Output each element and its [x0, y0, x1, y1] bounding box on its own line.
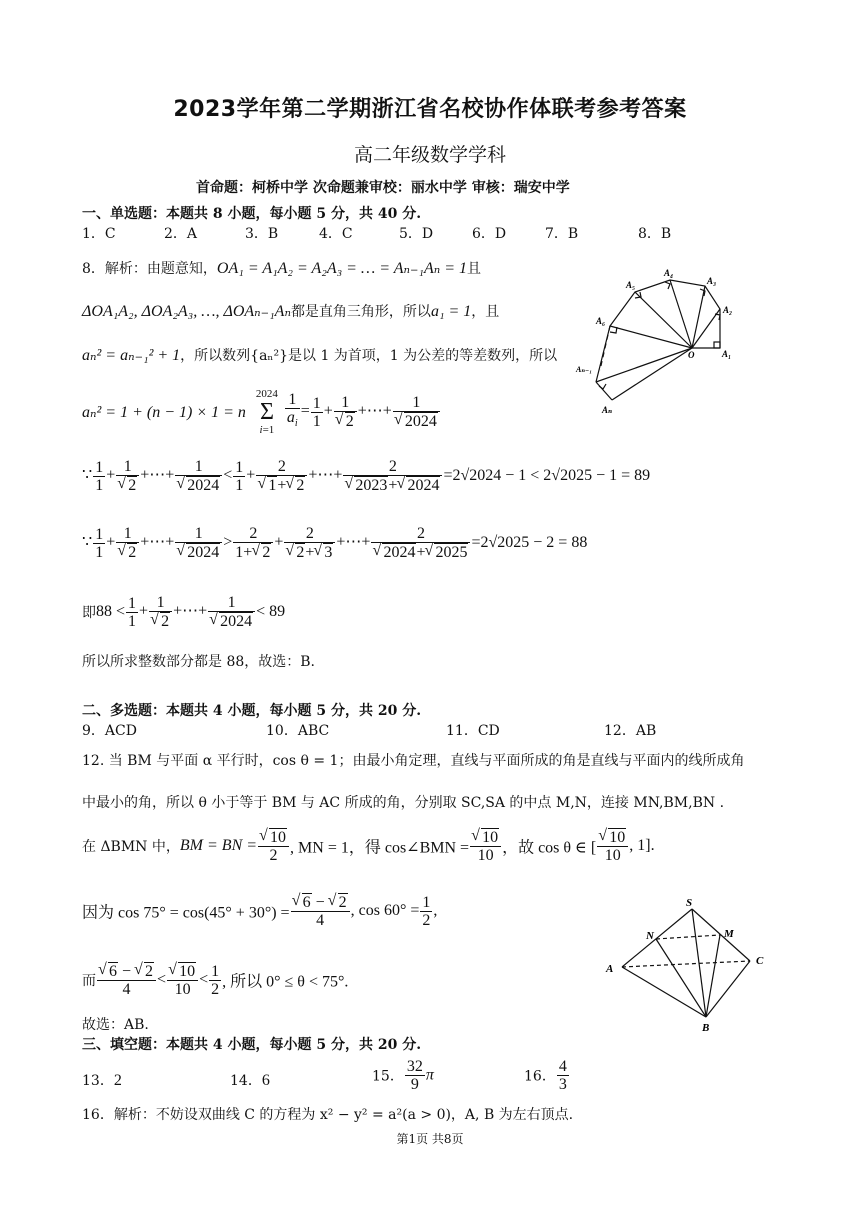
q12-line1: 12. 当 BM 与平面 α 平行时，cos θ = 1；由最小角定理，直线与平面所成的角是直线与平面内的线所成角 — [82, 753, 745, 769]
summation-symbol: 2024 Σ i=1 — [255, 388, 278, 436]
q8-inequality-upper: ∵ $\frac{1}{1}$ + 1 √ 2 +⋯+ 1 √ 2024 < $\frac{1}{1}$ + 2 √ 1+√ 2 +⋯+ 2 √ 2023+√ 2024 =2√2024 − 1 < 2√2025 − 1 = 89 — [82, 458, 650, 494]
fig2-label: B — [702, 1022, 710, 1034]
fig2-label: S — [686, 897, 693, 909]
fig2-label: A — [606, 963, 614, 975]
fig2-label: N — [646, 930, 654, 942]
answer-item: 15． $\frac{32}{9}$ π — [372, 1058, 434, 1093]
answer-item: 7．B — [545, 226, 579, 242]
fig2-label: C — [756, 955, 764, 967]
answer-item: 8．B — [638, 226, 672, 242]
q8-inequality-lower: ∵ $\frac{1}{1}$ + 1 √ 2 +⋯+ 1 √ 2024 > $\frac{2}{1+√ 2}$ + 2 √ 2+√ 3 +⋯+ 2 √ 2024+√ 2025 =2√2025 − 2 = 88 — [82, 525, 587, 561]
q12-line5: 而 √ $\frac{6 - √ 2}{4}$ < √ $\frac{10}{10}$ < $\frac{1}{2}$ , 所以 0° ≤ θ < 75°. — [82, 962, 348, 998]
q12-final: 故选：AB. — [82, 1017, 149, 1033]
q8-conclusion: 即88 < $\frac{1}{1}$ + 1 √ 2 +⋯+ 1 √ 2024 < 89 — [82, 594, 285, 630]
answer-item: 3．B — [245, 226, 279, 242]
answer-item: 1．C — [82, 226, 116, 242]
fig1-label: Aₙ — [602, 405, 613, 415]
answer-item: 10．ABC — [266, 723, 330, 739]
section2-heading: 二、多选题：本题共 4 小题，每小题 5 分，共 20 分. — [82, 703, 422, 719]
pyramid-figure — [600, 895, 780, 1035]
answer-item: 11．CD — [446, 723, 500, 739]
fig1-label: A₅ — [626, 280, 636, 290]
fig1-label: Aₙ₋₁ — [576, 365, 593, 374]
fig1-label: A₄ — [664, 268, 674, 278]
section1-heading: 一、单选题：本题共 8 小题，每小题 5 分，共 40 分. — [82, 206, 422, 222]
fig2-label: M — [724, 928, 734, 940]
answer-item: 16． $\frac{4}{3}$ — [524, 1058, 567, 1093]
fig1-label: A₆ — [596, 316, 606, 326]
q8-line4: aₙ² = 1 + (n − 1) × 1 = n 2024 Σ i=1 $\frac{1}{a_i}$ = $\frac{1}{1}$ + 1 √ 2 +⋯+ 1 √ 2024 — [82, 388, 441, 436]
answer-item: 5．D — [399, 226, 434, 242]
answer-item: 14．6 — [230, 1072, 270, 1089]
q12-line4: 因为 cos 75° = cos(45° + 30°) = √ $\frac{6 - √ 2}{4}$ , cos 60° = $\frac{1}{2}$ , — [82, 893, 437, 929]
answer-item: 6．D — [472, 226, 507, 242]
answer-item: 13．2 — [82, 1072, 122, 1089]
answer-item: 12．AB — [604, 723, 657, 739]
answer-item: 9．ACD — [82, 723, 137, 739]
fig1-label: A₂ — [723, 305, 733, 315]
q8-final: 所以所求整数部分都是 88，故选：B. — [82, 654, 316, 670]
page-footer: 第1页 共8页 — [396, 1132, 464, 1146]
credits-line: 首命题：柯桥中学 次命题兼审校：丽水中学 审核：瑞安中学 — [196, 180, 570, 196]
page-title: 2023学年第二学期浙江省名校协作体联考参考答案 — [173, 97, 687, 122]
answer-item: 4．C — [319, 226, 353, 242]
fig1-label: A₁ — [722, 349, 732, 359]
q12-line2: 中最小的角，所以 θ 小于等于 BM 与 AC 所成的角，分别取 SC,SA 的中点 M,N，连接 MN,BM,BN . — [82, 795, 725, 811]
page-subtitle: 高二年级数学学科 — [353, 144, 506, 166]
q16-line: 16．解析：不妨设双曲线 C 的方程为 x² − y² = a²(a > 0)，A, B 为左右顶点. — [82, 1107, 574, 1123]
answer-item: 2．A — [164, 226, 198, 242]
q8-line1: 8．解析：由题意知，OA₁ = A₁A₂ = A₂A₃ = … = Aₙ₋₁Aₙ = 1且 — [82, 260, 482, 277]
section3-heading: 三、填空题：本题共 4 小题，每小题 5 分，共 20 分. — [82, 1037, 422, 1053]
q8-line3: aₙ² = aₙ₋₁² + 1，所以数列{aₙ²}是以 1 为首项，1 为公差的等差数列，所以 — [82, 347, 558, 364]
fig1-label: O — [688, 350, 695, 360]
q12-line3: 在 ΔBMN 中，BM = BN = √ $\frac{10}{2}$ , MN = 1，得 cos∠BMN = √ $\frac{10}{10}$ ，故 cos θ ∈ [ √ $\frac{10}{10}$ , 1]. — [82, 828, 655, 864]
section1-answers — [82, 223, 671, 243]
fig1-label: A₃ — [707, 276, 717, 286]
q8-line2: ΔOA₁A₂, ΔOA₂A₃, …, ΔOAₙ₋₁Aₙ都是直角三角形，所以a₁ = 1，且 — [82, 303, 500, 320]
triangle-fan-figure — [570, 262, 760, 422]
section2-answers — [82, 720, 656, 740]
